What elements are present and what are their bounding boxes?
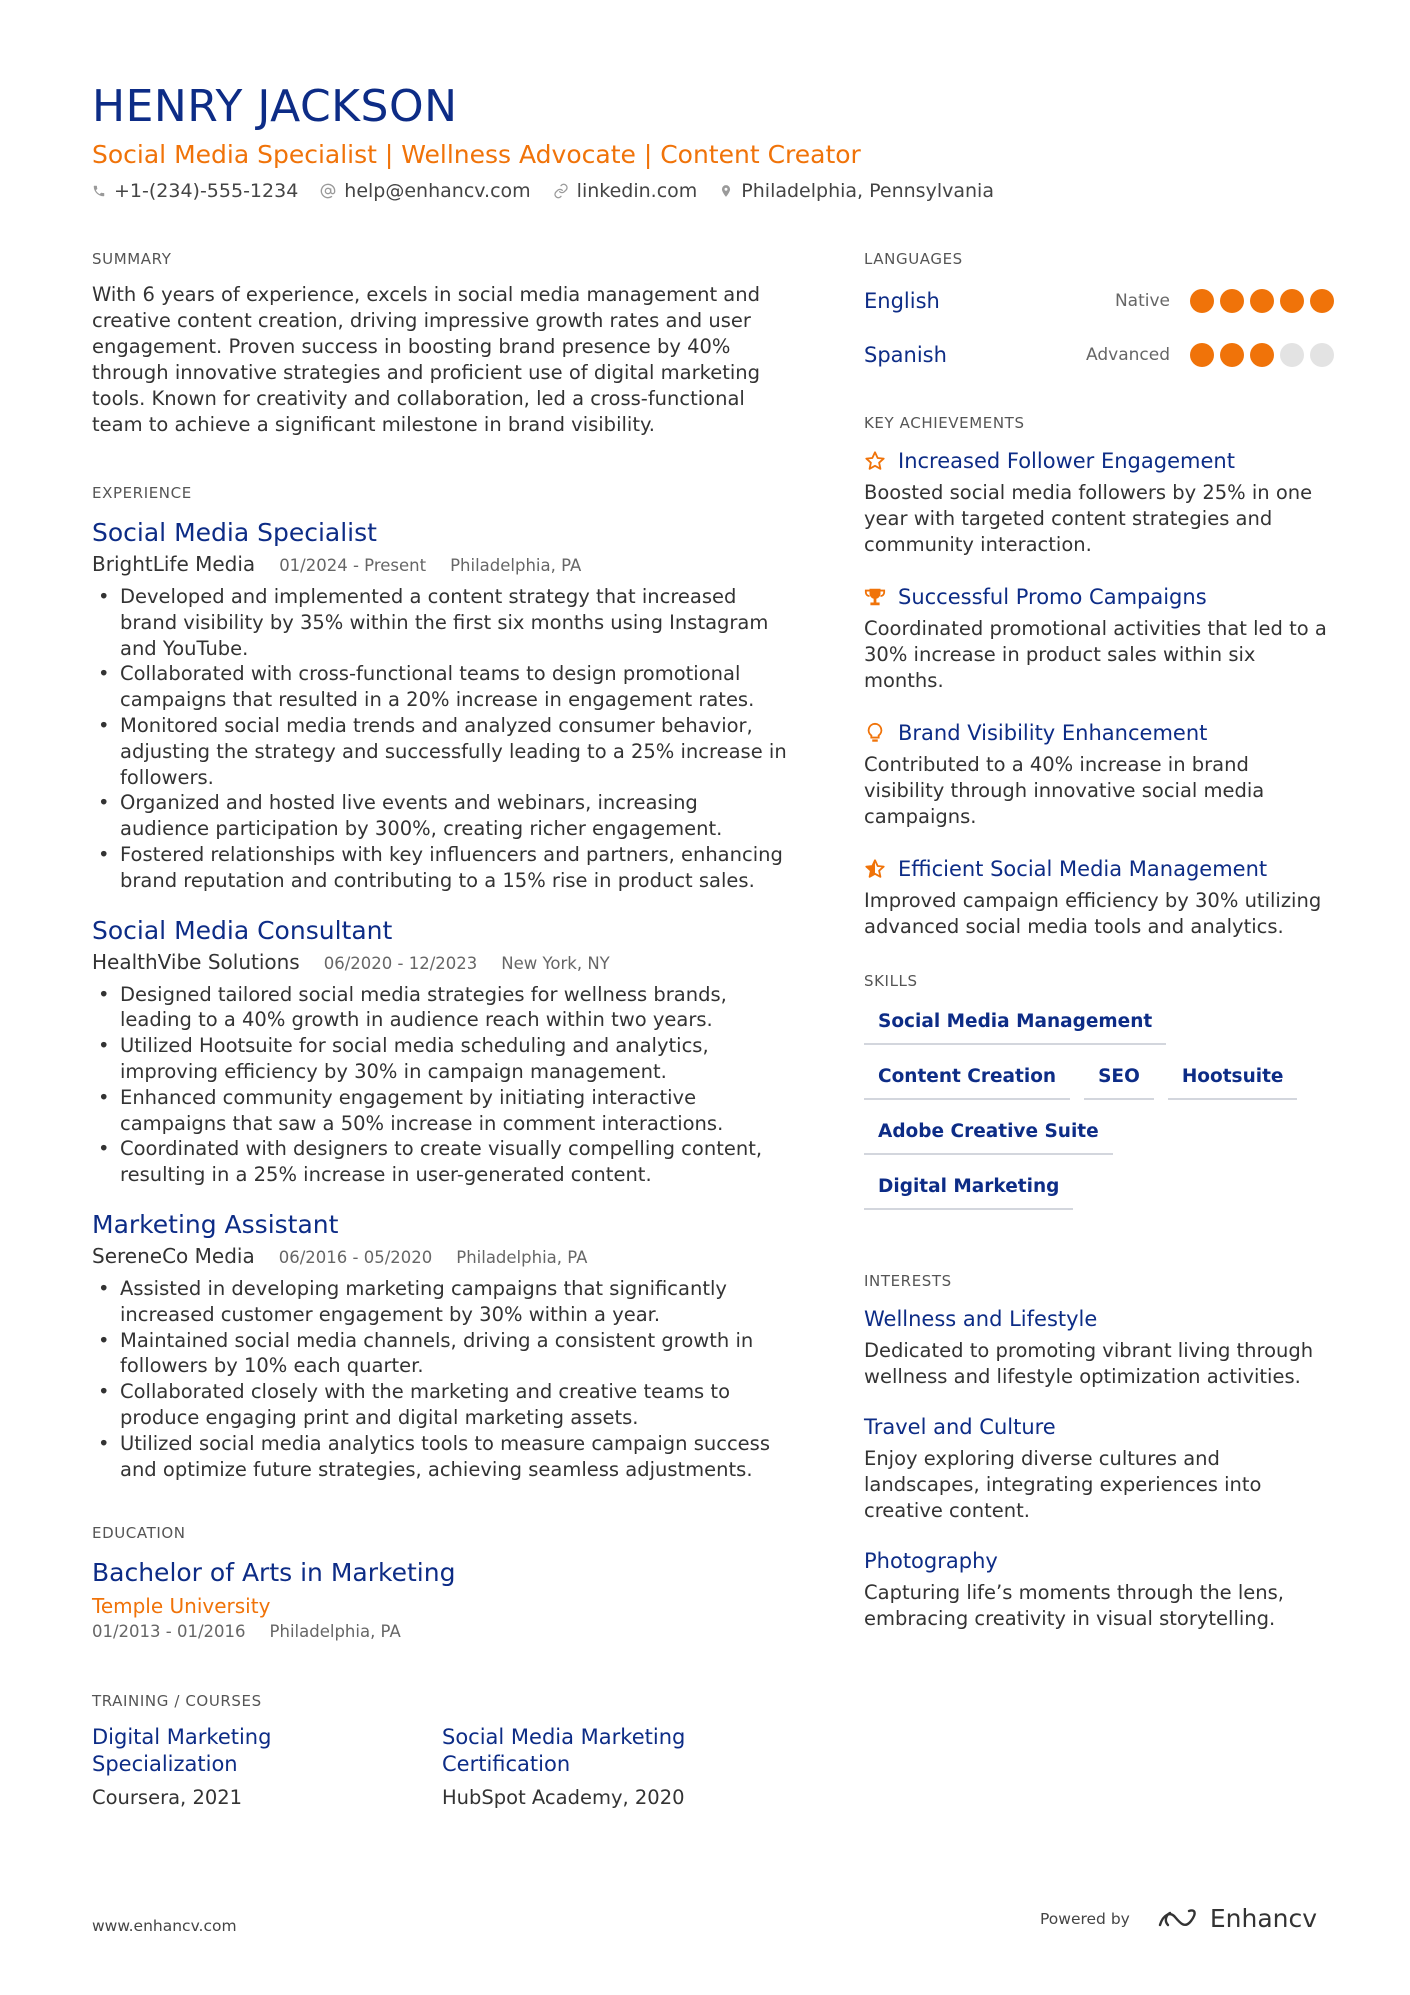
proficiency-dot-filled xyxy=(1190,289,1214,313)
achievement-head xyxy=(864,854,1334,884)
language-rating xyxy=(1115,289,1334,313)
interest-item xyxy=(864,1412,1334,1524)
job-bullet: • Collaborated closely with the marketing and creative teams to produce engaging print and digital marketing assets. xyxy=(92,1379,792,1431)
job-bullets xyxy=(92,982,792,1188)
language-item xyxy=(864,274,1334,328)
course-list xyxy=(92,1724,792,1812)
linkedin-text: linkedin.com xyxy=(576,180,698,202)
job-bullet: • Maintained social media channels, driving a consistent growth in followers by 10% each quarter. xyxy=(92,1328,792,1380)
training-heading: TRAINING / COURSES xyxy=(92,1692,262,1711)
brand-logo[interactable] xyxy=(1156,1904,1317,1933)
achievement-desc: Boosted social media followers by 25% in one year with targeted content strategies and community interaction. xyxy=(864,481,1313,556)
footer-website[interactable]: www.enhancv.com xyxy=(92,1917,237,1935)
skill-tag: Adobe Creative Suite xyxy=(864,1114,1113,1155)
resume-header xyxy=(92,80,1332,206)
summary-section xyxy=(92,248,792,438)
at-icon xyxy=(320,183,336,199)
interests-heading: INTERESTS xyxy=(864,1272,952,1290)
skills-heading: SKILLS xyxy=(864,972,918,990)
interest-title: Wellness and Lifestyle xyxy=(864,1307,1098,1331)
interest-item xyxy=(864,1546,1334,1632)
job-meta xyxy=(92,948,792,978)
proficiency-dot-filled xyxy=(1250,289,1274,313)
job-bullet: • Coordinated with designers to create visually compelling content, resulting in a 25% increase in user-generated content. xyxy=(92,1136,792,1188)
education-meta xyxy=(92,1620,792,1644)
footer-powered xyxy=(1040,1904,1317,1933)
phone-icon xyxy=(92,184,106,198)
language-level: Native xyxy=(1114,291,1170,311)
language-level: Advanced xyxy=(1086,345,1170,365)
job-dates: 01/2024 - Present xyxy=(279,556,427,575)
experience-section xyxy=(92,482,792,1482)
proficiency-dot-filled xyxy=(1220,289,1244,313)
skill-tag: Content Creation xyxy=(864,1059,1070,1100)
language-item xyxy=(864,328,1334,382)
proficiency-dot-filled xyxy=(1220,343,1244,367)
powered-by-text: Powered by xyxy=(1040,1909,1130,1928)
location-pin-icon xyxy=(719,183,733,199)
achievement-item xyxy=(864,446,1334,558)
job-company: BrightLife Media xyxy=(92,552,256,576)
job-title: Marketing Assistant xyxy=(92,1209,339,1239)
proficiency-dot-empty xyxy=(1280,343,1304,367)
skill-tag: Hootsuite xyxy=(1168,1059,1298,1100)
interest-item xyxy=(864,1304,1334,1390)
achievement-desc: Contributed to a 40% increase in brand visibility through innovative social media campaigns. xyxy=(864,753,1265,828)
job-bullet: • Designed tailored social media strategies for wellness brands, leading to a 40% growth in audience reach within two years. xyxy=(92,982,792,1034)
job-bullet: • Monitored social media trends and analyzed consumer behavior, adjusting the strategy and successfully leading to a 25% increase in followers. xyxy=(92,713,792,790)
contact-linkedin[interactable] xyxy=(553,176,698,206)
achievement-title: Increased Follower Engagement xyxy=(898,449,1235,473)
skill-tag: Social Media Management xyxy=(864,1004,1166,1045)
skill-tag: Digital Marketing xyxy=(864,1169,1073,1210)
job-title: Social Media Consultant xyxy=(92,915,393,945)
job-meta xyxy=(92,550,792,580)
job-location: New York, NY xyxy=(501,953,610,973)
job-bullet: • Developed and implemented a content strategy that increased brand visibility by 35% within the first six months using Instagram and YouTube. xyxy=(92,584,792,661)
job-entry xyxy=(92,516,792,894)
language-dots xyxy=(1184,343,1334,367)
job-bullet: • Utilized Hootsuite for social media scheduling and analytics, improving efficiency by 30% in campaign management. xyxy=(92,1033,792,1085)
job-entry xyxy=(92,914,792,1188)
job-dates: 06/2016 - 05/2020 xyxy=(278,1247,433,1267)
job-bullets xyxy=(92,1276,792,1482)
achievement-title: Successful Promo Campaigns xyxy=(898,585,1207,609)
skill-tag: SEO xyxy=(1084,1059,1154,1100)
course-item xyxy=(442,1724,792,1812)
course-title: Social Media Marketing Certification xyxy=(442,1725,686,1777)
contact-row xyxy=(92,176,1332,206)
achievement-item xyxy=(864,718,1334,830)
interest-title: Travel and Culture xyxy=(864,1415,1056,1439)
achievements-section xyxy=(864,412,1334,940)
link-icon xyxy=(553,183,569,199)
location-text: Philadelphia, Pennsylvania xyxy=(741,180,994,202)
achievement-item xyxy=(864,582,1334,694)
job-meta xyxy=(92,1242,792,1272)
achievement-desc: Coordinated promotional activities that led to a 30% increase in product sales within six months. xyxy=(864,617,1327,692)
brand-text: Enhancv xyxy=(1209,1904,1318,1933)
job-entry xyxy=(92,1208,792,1482)
proficiency-dot-empty xyxy=(1310,343,1334,367)
language-name: English xyxy=(864,289,940,313)
interest-desc: Enjoy exploring diverse cultures and landscapes, integrating experiences into creative content. xyxy=(864,1447,1262,1522)
summary-text: With 6 years of experience, excels in social media management and creative content creation, driving impressive growth rates and user engagement. Proven success in boosting brand presence by 40% through innovative strategies and proficient use of digital marketing tools. Known for creativity and collaboration, led a cross-functional team to achieve a significant milestone in brand visibility. xyxy=(92,283,761,436)
job-bullet: • Organized and hosted live events and webinars, increasing audience participation by 300%, creating richer engagement. xyxy=(92,790,792,842)
interests-section xyxy=(864,1270,1334,1632)
achievement-title: Brand Visibility Enhancement xyxy=(898,721,1208,745)
proficiency-dot-filled xyxy=(1190,343,1214,367)
education-school: Temple University xyxy=(92,1594,271,1619)
trophy-icon xyxy=(864,586,886,608)
interest-desc: Dedicated to promoting vibrant living through wellness and lifestyle optimization activities. xyxy=(864,1339,1314,1388)
achievement-head xyxy=(864,446,1334,476)
achievement-item xyxy=(864,854,1334,940)
left-column xyxy=(92,248,792,1812)
experience-heading: EXPERIENCE xyxy=(92,484,192,502)
education-dates: 01/2013 - 01/2016 xyxy=(92,1622,246,1642)
education-location: Philadelphia, PA xyxy=(269,1622,401,1642)
training-section xyxy=(92,1690,792,1812)
job-title: Social Media Specialist xyxy=(92,518,377,547)
skill-list xyxy=(864,1004,1334,1224)
contact-email[interactable] xyxy=(320,176,530,206)
achievements-heading: KEY ACHIEVEMENTS xyxy=(864,414,1025,432)
course-item xyxy=(92,1724,442,1812)
star-outline-icon xyxy=(864,450,886,472)
achievement-desc: Improved campaign efficiency by 30% utilizing advanced social media tools and analytics. xyxy=(864,889,1322,938)
phone-text: +1-(234)-555-1234 xyxy=(114,180,299,202)
job-bullet: • Enhanced community engagement by initiating interactive campaigns that saw a 50% increase in comment interactions. xyxy=(92,1085,792,1137)
course-provider: Coursera, 2021 xyxy=(92,1786,243,1810)
right-column xyxy=(864,248,1334,1654)
proficiency-dot-filled xyxy=(1280,289,1304,313)
enhancv-logo-icon xyxy=(1156,1907,1200,1931)
job-bullet: • Utilized social media analytics tools to measure campaign success and optimize future strategies, achieving seamless adjustments. xyxy=(92,1431,792,1483)
achievement-head xyxy=(864,582,1334,612)
language-rating xyxy=(1086,343,1334,367)
languages-section xyxy=(864,248,1334,382)
course-provider: HubSpot Academy, 2020 xyxy=(442,1786,685,1810)
skills-section xyxy=(864,970,1334,1224)
proficiency-dot-filled xyxy=(1310,289,1334,313)
course-title: Digital Marketing Specialization xyxy=(92,1725,272,1777)
education-section xyxy=(92,1522,792,1644)
interest-desc: Capturing life’s moments through the lens, embracing creativity in visual storytelling. xyxy=(864,1581,1285,1630)
email-text: help@enhancv.com xyxy=(344,180,531,202)
lightbulb-icon xyxy=(864,722,886,744)
job-company: SereneCo Media xyxy=(92,1243,255,1268)
contact-phone[interactable] xyxy=(92,176,298,206)
job-bullet: • Assisted in developing marketing campaigns that significantly increased customer engagement by 30% within a year. xyxy=(92,1276,792,1328)
job-company: HealthVibe Solutions xyxy=(92,949,300,974)
language-name: Spanish xyxy=(864,343,947,367)
job-bullet: • Fostered relationships with key influencers and partners, enhancing brand reputation and contributing to a 15% rise in product sales. xyxy=(92,842,792,894)
languages-heading: LANGUAGES xyxy=(864,250,963,268)
candidate-name: HENRY JACKSON xyxy=(92,81,458,132)
achievement-head xyxy=(864,718,1334,748)
candidate-title: Social Media Specialist | Wellness Advocate | Content Creator xyxy=(92,140,861,169)
interest-title: Photography xyxy=(864,1549,998,1573)
proficiency-dot-filled xyxy=(1250,343,1274,367)
education-degree: Bachelor of Arts in Marketing xyxy=(92,1558,456,1588)
contact-location xyxy=(719,176,994,206)
job-location: Philadelphia, PA xyxy=(450,556,582,575)
job-bullets xyxy=(92,584,792,894)
achievement-title: Efficient Social Media Management xyxy=(898,857,1268,881)
job-dates: 06/2020 - 12/2023 xyxy=(323,953,478,973)
star-half-icon xyxy=(864,858,886,880)
job-location: Philadelphia, PA xyxy=(456,1247,588,1267)
education-heading: EDUCATION xyxy=(92,1524,186,1543)
summary-heading: SUMMARY xyxy=(92,250,172,268)
job-bullet: • Collaborated with cross-functional teams to design promotional campaigns that resulted in a 20% increase in engagement rates. xyxy=(92,661,792,713)
language-dots xyxy=(1184,289,1334,313)
